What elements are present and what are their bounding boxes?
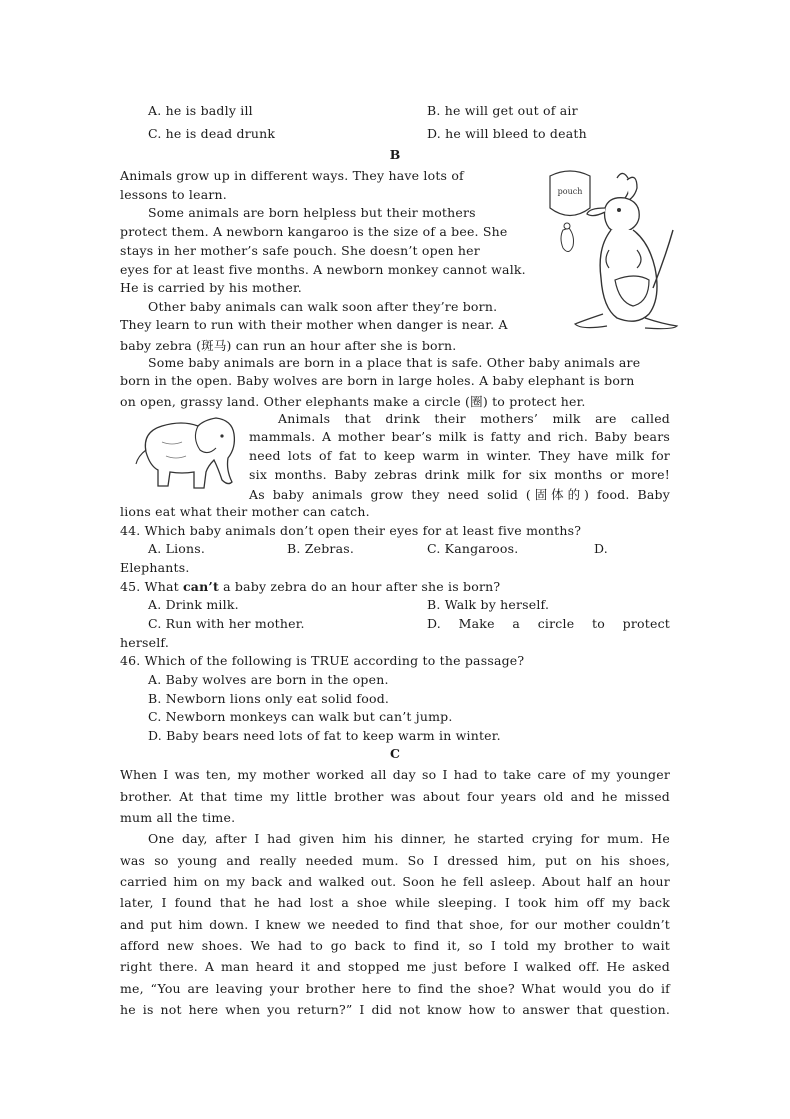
q46-option-d: D. Baby bears need lots of fat to keep warm in winter.: [148, 728, 501, 743]
paragraph-line: he is not here when you return?” I did not know how to answer that question.: [120, 1002, 670, 1017]
paragraph-line: Other baby animals can walk soon after they’re born.: [148, 299, 498, 314]
paragraph-line: and put him down. I knew we needed to find that shoe, for our mother couldn’t: [120, 917, 670, 932]
paragraph-line: later, I found that he had lost a shoe while sleeping. I took him off my back: [120, 895, 670, 910]
q44-option-b: B. Zebras.: [287, 541, 355, 556]
paragraph-line: six months. Baby zebras drink milk for six months or more!: [249, 467, 670, 482]
elephant-illustration: [132, 412, 244, 494]
q44-option-c: C. Kangaroos.: [427, 541, 519, 556]
paragraph-line: mum all the time.: [120, 810, 236, 825]
q44-option-d-continued: Elephants.: [120, 560, 190, 575]
paragraph-line: need lots of fat to keep warm in winter. They have milk for: [249, 448, 670, 463]
paragraph-line: eyes for at least five months. A newborn monkey cannot walk.: [120, 262, 526, 277]
paragraph-line: right there. A man heard it and stopped me just before I walked off. He asked: [120, 959, 670, 974]
prev-option-c: C. he is dead drunk: [148, 126, 276, 141]
section-b-label: B: [389, 147, 401, 162]
prev-option-a: A. he is badly ill: [148, 103, 253, 118]
paragraph-line: He is carried by his mother.: [120, 280, 302, 295]
paragraph-line: protect them. A newborn kangaroo is the size of a bee. She: [120, 224, 508, 239]
q46-option-c: C. Newborn monkeys can walk but can’t jump.: [148, 709, 453, 724]
paragraph-line: Some animals are born helpless but their mothers: [148, 205, 476, 220]
q45-stem-bold: can’t: [183, 579, 219, 594]
question-46-stem: 46. Which of the following is TRUE according to the passage?: [120, 653, 525, 668]
q45-option-a: A. Drink milk.: [148, 597, 239, 612]
kangaroo-illustration: [545, 168, 680, 333]
question-44-stem: 44. Which baby animals don’t open their eyes for at least five months?: [120, 523, 582, 538]
paragraph-line: stays in her mother’s safe pouch. She doesn’t open her: [120, 243, 480, 258]
q44-option-d: D.: [594, 541, 608, 556]
paragraph-line: was so young and really needed mum. So I dressed him, put on his shoes,: [120, 853, 670, 868]
paragraph-line: Animals that drink their mothers’ milk are called: [278, 411, 670, 426]
q45-stem-pre: 45. What: [120, 579, 183, 594]
paragraph-line: lions eat what their mother can catch.: [120, 504, 370, 519]
paragraph-line: born in the open. Baby wolves are born in large holes. A baby elephant is born: [120, 373, 635, 388]
paragraph-line: on open, grassy land. Other elephants make a circle (圈) to protect her.: [120, 394, 586, 409]
pouch-label: pouch: [557, 187, 583, 196]
q44-option-a: A. Lions.: [148, 541, 206, 556]
q46-option-b: B. Newborn lions only eat solid food.: [148, 691, 390, 706]
paragraph-line: As baby animals grow they need solid (固体的) food. Baby: [249, 487, 670, 502]
q45-stem-post: a baby zebra do an hour after she is born?: [218, 579, 501, 594]
q45-option-d: D. Make a circle to protect: [427, 616, 670, 631]
prev-option-b: B. he will get out of air: [427, 103, 578, 118]
paragraph-line: lessons to learn.: [120, 187, 227, 202]
paragraph-line: afford new shoes. We had to go back to find it, so I told my brother to wait: [120, 938, 670, 953]
q45-option-c: C. Run with her mother.: [148, 616, 305, 631]
prev-option-d: D. he will bleed to death: [427, 126, 587, 141]
q45-option-d-continued: herself.: [120, 635, 169, 650]
paragraph-line: One day, after I had given him his dinner, he started crying for mum. He: [148, 831, 670, 846]
q45-option-b: B. Walk by herself.: [427, 597, 550, 612]
paragraph-line: me, “You are leaving your brother here to find the shoe? What would you do if: [120, 981, 670, 996]
paragraph-line: Some baby animals are born in a place that is safe. Other baby animals are: [148, 355, 641, 370]
paragraph-line: brother. At that time my little brother was about four years old and he missed: [120, 789, 670, 804]
paragraph-line: When I was ten, my mother worked all day so I had to take care of my younger: [120, 767, 670, 782]
section-c-label: C: [390, 746, 400, 761]
paragraph-line: carried him on my back and walked out. Soon he fell asleep. About half an hour: [120, 874, 670, 889]
q46-option-a: A. Baby wolves are born in the open.: [148, 672, 389, 687]
paragraph-line: Animals grow up in different ways. They have lots of: [120, 168, 464, 183]
paragraph-line: mammals. A mother bear’s milk is fatty and rich. Baby bears: [249, 429, 670, 444]
question-45-stem: [120, 579, 500, 594]
paragraph-line: baby zebra (斑马) can run an hour after she is born.: [120, 338, 457, 353]
paragraph-line: They learn to run with their mother when danger is near. A: [120, 317, 508, 332]
